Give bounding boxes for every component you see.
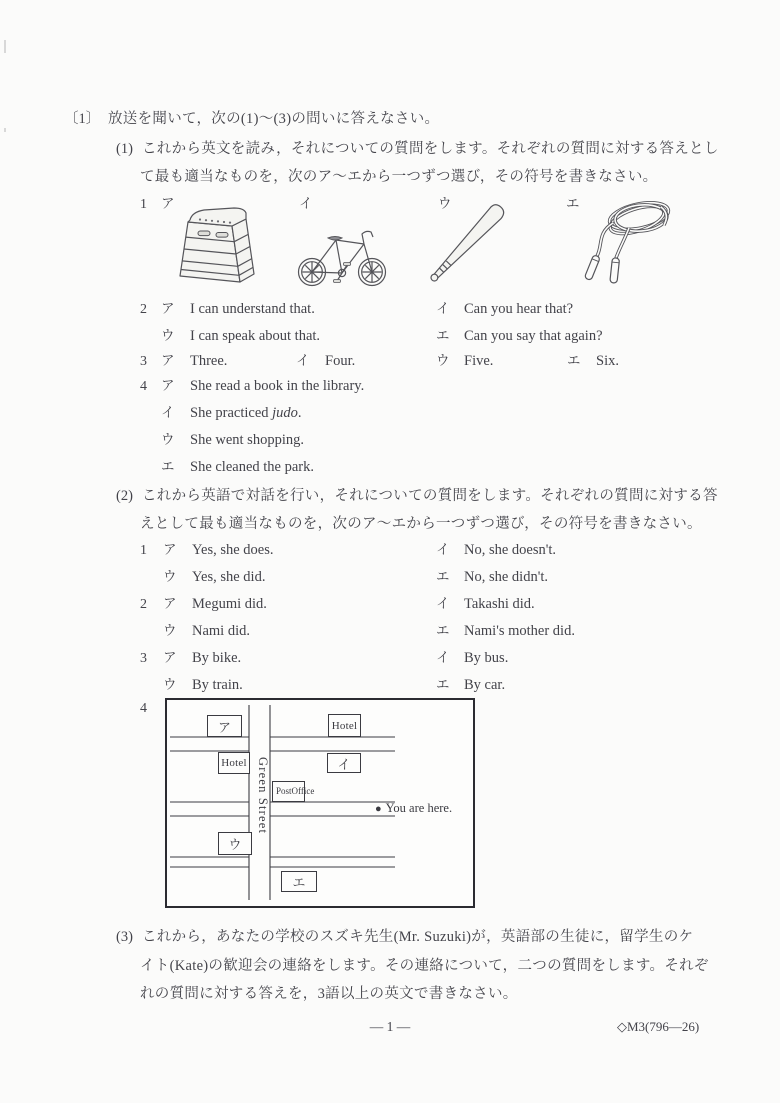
part1-q1-option-e-kana: エ: [566, 196, 580, 211]
map-box-e: エ: [281, 871, 317, 892]
part1-q2-option-e-kana: エ: [436, 328, 450, 343]
part1-q1-option-i-kana: イ: [299, 196, 313, 211]
you-are-here-marker: [375, 801, 452, 816]
part1-q1-number: 1: [140, 197, 147, 212]
part2-q3-option-e-text: By car.: [464, 677, 506, 693]
scan-artifact: [4, 40, 6, 53]
part2-q1-option-e-kana: エ: [436, 569, 450, 584]
part1-q3-option-a-text: Three.: [190, 353, 228, 369]
part2-q4-number: 4: [140, 701, 147, 716]
part1-q4-option-a-text: She read a book in the library.: [190, 378, 365, 394]
post-office-line1: Post: [276, 786, 292, 797]
part1-q3-option-e-text: Six.: [596, 353, 619, 369]
part2-q2-option-u-kana: ウ: [163, 623, 177, 638]
map-box-i: イ: [327, 753, 361, 773]
map-box-u: ウ: [218, 832, 252, 855]
part2-q2-option-a-text: Megumi did.: [192, 596, 267, 612]
part2-q2-option-a-kana: ア: [163, 596, 177, 611]
part1-q2-option-u-text: I can speak about that.: [190, 328, 321, 344]
part1-intro-line2: て最も適当なものを，次のア～エから一つずつ選び，その符号を書きなさい。: [140, 169, 658, 185]
part2-q3-option-i-kana: イ: [436, 650, 450, 665]
part2-intro-line2: えとして最も適当なものを，次のア～エから一つずつ選び，その符号を書きなさい。: [140, 516, 702, 532]
post-office-line2: Office: [291, 786, 315, 797]
part3-line1: これから，あなたの学校のスズキ先生(Mr. Suzuki)が，英語部の生徒に，留学生のケ: [142, 929, 694, 945]
part3-line2: イト(Kate)の歓迎会の連絡をします。その連絡について，二つの質問をします。それぞ: [140, 958, 709, 974]
part3-line3: れの質問に対する答えを，3語以上の英文で書きなさい。: [140, 986, 518, 1002]
part1-q3-number: 3: [140, 354, 147, 369]
part2-q3-option-a-text: By bike.: [192, 650, 242, 666]
part1-q4-option-i-text: She practiced judo.: [190, 405, 302, 421]
part2-q2-option-i-text: Takashi did.: [464, 596, 535, 612]
part1-q2-option-a-text: I can understand that.: [190, 301, 315, 317]
location-dot-icon: ●: [375, 802, 382, 815]
part1-q4-option-i-kana: イ: [161, 405, 175, 420]
part1-q4-option-a-kana: ア: [161, 378, 175, 393]
part1-q1-option-u-kana: ウ: [438, 196, 452, 211]
part2-q1-option-a-kana: ア: [163, 542, 177, 557]
part2-q3-option-a-kana: ア: [163, 650, 177, 665]
part2-q3-option-u-text: By train.: [192, 677, 243, 693]
section1-label: 〔1〕: [64, 111, 101, 127]
part2-q2-option-e-text: Nami's mother did.: [464, 623, 575, 639]
part2-q2-option-e-kana: エ: [436, 623, 450, 638]
part1-q2-option-i-kana: イ: [436, 301, 450, 316]
part2-label: (2): [116, 488, 133, 504]
part2-q2-number: 2: [140, 597, 147, 612]
part2-q2-option-i-kana: イ: [436, 596, 450, 611]
part2-q3-option-u-kana: ウ: [163, 677, 177, 692]
part1-q4-option-e-kana: エ: [161, 459, 175, 474]
part2-q1-option-u-text: Yes, she did.: [192, 569, 266, 585]
part2-q1-option-i-kana: イ: [436, 542, 450, 557]
part2-q3-option-i-text: By bus.: [464, 650, 509, 666]
part1-q2-option-i-text: Can you hear that?: [464, 301, 574, 317]
part1-q3-option-u-text: Five.: [464, 353, 494, 369]
part1-intro-line1: これから英文を読み，それについての質問をします。それぞれの質問に対する答えとし: [142, 141, 719, 157]
part1-q3-option-i-kana: イ: [296, 353, 310, 368]
part1-q1-option-a-kana: ア: [161, 196, 175, 211]
part2-q1-option-e-text: No, she didn't.: [464, 569, 548, 585]
document-code: ◇M3(796—26): [617, 1019, 700, 1034]
page-number: — 1 —: [369, 1019, 411, 1034]
scan-artifact: [4, 128, 6, 132]
street-map: [165, 698, 475, 908]
part1-q4-option-u-kana: ウ: [161, 432, 175, 447]
you-are-here-text: You are here.: [385, 801, 453, 815]
part1-q4-number: 4: [140, 379, 147, 394]
map-box-hotel-left: Hotel: [218, 752, 250, 774]
part2-q1-option-i-text: No, she doesn't.: [464, 542, 557, 558]
part1-q4-option-e-text: She cleaned the park.: [190, 459, 315, 475]
section1-title: 放送を聞いて，次の(1)～(3)の問いに答えなさい。: [108, 111, 440, 127]
baseball-bat-illustration: [426, 202, 508, 286]
part1-q4-option-u-text: She went shopping.: [190, 432, 304, 448]
part1-q3-option-e-kana: エ: [567, 353, 581, 368]
part1-q2-option-u-kana: ウ: [161, 328, 175, 343]
part1-label: (1): [116, 141, 133, 157]
map-box-post-office: [272, 781, 315, 802]
part1-q3-option-i-text: Four.: [325, 353, 356, 369]
green-street-label: Green Street: [256, 757, 270, 835]
part1-q3-option-a-kana: ア: [161, 353, 175, 368]
part2-intro-line1: これから英語で対話を行い，それについての質問をします。それぞれの質問に対する答: [142, 488, 718, 504]
part2-q3-number: 3: [140, 651, 147, 666]
part2-q2-option-u-text: Nami did.: [192, 623, 250, 639]
part1-q2-option-e-text: Can you say that again?: [464, 328, 603, 344]
map-box-a: ア: [207, 715, 242, 737]
part2-q1-option-u-kana: ウ: [163, 569, 177, 584]
part2-q3-option-e-kana: エ: [436, 677, 450, 692]
part1-q2-number: 2: [140, 302, 147, 317]
part2-q1-number: 1: [140, 543, 147, 558]
judo-italic: judo: [272, 405, 298, 421]
map-box-hotel-top: Hotel: [328, 714, 361, 737]
part1-q2-option-a-kana: ア: [161, 301, 175, 316]
part1-q3-option-u-kana: ウ: [436, 353, 450, 368]
bicycle-illustration: [296, 226, 388, 288]
vaulting-box-illustration: [176, 204, 258, 286]
jump-rope-illustration: [577, 195, 682, 291]
part3-label: (3): [116, 929, 133, 945]
part2-q1-option-a-text: Yes, she does.: [192, 542, 274, 558]
